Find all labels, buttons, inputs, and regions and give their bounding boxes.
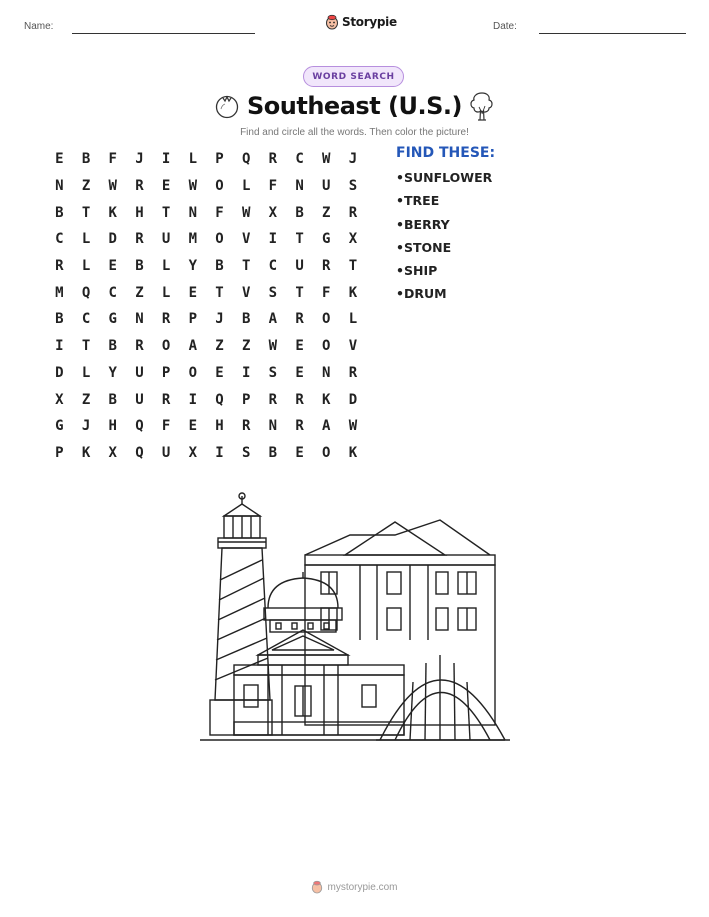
grid-letter[interactable]: V [348,338,358,355]
grid-row [46,360,366,387]
grid-letter[interactable]: K [322,391,331,408]
grid-letter[interactable]: N [55,178,64,195]
grid-letter[interactable]: W [348,418,358,435]
grid-letter[interactable]: D [108,231,117,248]
grid-letter[interactable]: K [108,204,117,221]
grid-letter[interactable]: I [268,231,278,248]
grid-letter[interactable]: I [241,364,251,381]
grid-letter[interactable]: X [55,391,64,408]
date-label: Date: [493,21,517,32]
grid-letter[interactable]: X [188,444,197,461]
grid-letter[interactable]: C [108,284,117,301]
grid-letter[interactable]: F [322,284,331,301]
grid-letter[interactable]: E [188,418,197,435]
word-list-item: • DRUM [396,286,492,309]
grid-letter[interactable]: R [295,311,304,328]
grid-letter[interactable]: F [108,151,117,168]
grid-letter[interactable]: N [135,311,144,328]
southeast-buildings-illustration [200,490,510,750]
grid-letter[interactable]: E [295,338,304,355]
grid-letter[interactable]: E [108,258,117,275]
grid-letter[interactable]: B [215,258,224,275]
grid-letter[interactable]: J [215,311,224,328]
grid-letter[interactable]: H [215,418,224,435]
grid-letter[interactable]: R [55,258,64,275]
grid-letter[interactable]: Q [135,418,144,435]
grid-letter[interactable]: W [188,178,197,195]
grid-letter[interactable]: T [348,258,358,275]
grid-row [46,386,366,413]
grid-letter[interactable]: D [55,364,64,381]
storypie-mascot-icon [311,880,323,894]
grid-letter[interactable]: S [268,364,278,381]
grid-letter[interactable]: L [81,364,91,381]
grid-letter[interactable]: R [135,338,144,355]
grid-letter[interactable]: E [188,284,197,301]
grid-letter[interactable]: K [348,444,358,461]
grid-letter[interactable]: S [241,444,251,461]
grid-letter[interactable]: B [268,444,278,461]
grid-letter[interactable]: D [348,391,358,408]
footer [0,880,709,894]
grid-letter[interactable]: L [161,258,171,275]
grid-letter[interactable]: Z [135,284,144,301]
grid-letter[interactable]: E [161,178,171,195]
grid-letter[interactable]: Z [81,178,91,195]
grid-row [46,253,366,280]
grid-letter[interactable]: R [241,418,251,435]
grid-letter[interactable]: R [135,231,144,248]
grid-letter[interactable]: F [161,418,171,435]
grid-letter[interactable]: V [241,284,251,301]
grid-letter[interactable]: N [322,364,331,381]
grid-letter[interactable]: U [161,231,171,248]
grid-letter[interactable]: F [268,178,278,195]
grid-letter[interactable]: B [241,311,251,328]
grid-letter[interactable]: B [295,204,304,221]
word-list-item: • BERRY [396,217,492,240]
grid-letter[interactable]: T [295,284,304,301]
grid-letter[interactable]: R [295,391,304,408]
grid-letter[interactable]: C [268,258,278,275]
grid-letter[interactable]: O [322,311,331,328]
grid-letter[interactable]: I [55,338,64,355]
grid-letter[interactable]: Q [215,391,224,408]
grid-letter[interactable]: U [295,258,304,275]
grid-letter[interactable]: L [81,231,91,248]
grid-letter[interactable]: W [268,338,278,355]
grid-letter[interactable]: B [108,338,117,355]
grid-row [46,146,366,173]
grid-letter[interactable]: O [188,364,197,381]
grid-letter[interactable]: U [322,178,331,195]
grid-letter[interactable]: Z [241,338,251,355]
grid-letter[interactable]: S [268,284,278,301]
grid-letter[interactable]: K [348,284,358,301]
grid-letter[interactable]: I [188,391,197,408]
name-field-line[interactable] [72,33,255,34]
grid-letter[interactable]: R [268,151,278,168]
grid-letter[interactable]: R [135,178,144,195]
grid-letter[interactable]: R [268,391,278,408]
grid-letter[interactable]: O [215,178,224,195]
storypie-mascot-icon [325,14,339,30]
grid-letter[interactable]: W [322,151,331,168]
grid-letter[interactable]: P [188,311,197,328]
grid-letter[interactable]: X [108,444,117,461]
grid-letter[interactable]: E [295,444,304,461]
word-list-item: • SHIP [396,263,492,286]
footer-url: mystorypie.com [327,881,398,893]
grid-row [46,226,366,253]
grid-letter[interactable]: B [55,311,64,328]
grid-letter[interactable]: T [215,284,224,301]
grid-letter[interactable]: S [348,178,358,195]
grid-letter[interactable]: B [135,258,144,275]
grid-letter[interactable]: M [188,231,197,248]
grid-letter[interactable]: P [55,444,64,461]
grid-letter[interactable]: C [81,311,91,328]
find-these-heading: FIND THESE: [396,145,496,161]
grid-letter[interactable]: A [322,418,331,435]
grid-letter[interactable]: A [268,311,278,328]
grid-letter[interactable]: O [322,338,331,355]
grid-letter[interactable]: X [268,204,278,221]
grid-letter[interactable]: B [81,151,91,168]
grid-letter[interactable]: Y [188,258,197,275]
grid-letter[interactable]: C [55,231,64,248]
grid-row [46,199,366,226]
grid-letter[interactable]: L [241,178,251,195]
grid-letter[interactable]: I [215,444,224,461]
grid-letter[interactable]: G [55,418,64,435]
grid-row [46,173,366,200]
grid-letter[interactable]: A [188,338,197,355]
grid-letter[interactable]: R [295,418,304,435]
grid-row [46,333,366,360]
grid-row [46,440,366,467]
page-title: Southeast (U.S.) [247,92,462,120]
grid-letter[interactable]: V [241,231,251,248]
grid-letter[interactable]: M [55,284,64,301]
grid-letter[interactable]: Q [241,151,251,168]
grid-letter[interactable]: F [215,204,224,221]
brand-logo [325,14,397,30]
grid-letter[interactable]: N [268,418,278,435]
grid-letter[interactable]: P [241,391,251,408]
grid-letter[interactable]: W [241,204,251,221]
grid-letter[interactable]: Z [322,204,331,221]
grid-letter[interactable]: N [188,204,197,221]
name-label: Name: [24,21,54,32]
grid-letter[interactable]: H [108,418,117,435]
grid-letter[interactable]: Z [81,391,91,408]
grid-letter[interactable]: R [161,311,171,328]
word-list-item: • STONE [396,240,492,263]
grid-letter[interactable]: O [161,338,171,355]
grid-letter[interactable]: O [322,444,331,461]
grid-letter[interactable]: Q [81,284,91,301]
grid-letter[interactable]: T [241,258,251,275]
grid-letter[interactable]: T [81,204,91,221]
grid-letter[interactable]: X [348,231,358,248]
grid-letter[interactable]: Z [215,338,224,355]
grid-letter[interactable]: P [161,364,171,381]
grid-letter[interactable]: T [295,231,304,248]
grid-letter[interactable]: I [161,151,171,168]
grid-letter[interactable]: R [161,391,171,408]
grid-letter[interactable]: C [295,151,304,168]
grid-letter[interactable]: W [108,178,117,195]
grid-letter[interactable]: G [322,231,331,248]
grid-letter[interactable]: T [161,204,171,221]
tree-icon [468,90,496,122]
grid-letter[interactable]: R [322,258,331,275]
grid-letter[interactable]: R [348,364,358,381]
grid-letter[interactable]: Y [108,364,117,381]
grid-row [46,279,366,306]
word-list [396,170,492,310]
word-search-badge: WORD SEARCH [303,66,404,87]
grid-letter[interactable]: U [161,444,171,461]
brand-name: Storypie [342,15,397,29]
word-list-item: • SUNFLOWER [396,170,492,193]
word-list-item: • TREE [396,193,492,216]
date-field-line[interactable] [539,33,686,34]
grid-letter[interactable]: E [295,364,304,381]
grid-letter[interactable]: E [55,151,64,168]
grid-letter[interactable]: G [108,311,117,328]
grid-letter[interactable]: H [135,204,144,221]
grid-letter[interactable]: T [81,338,91,355]
grid-letter[interactable]: O [215,231,224,248]
grid-letter[interactable]: Q [135,444,144,461]
grid-letter[interactable]: B [108,391,117,408]
grid-row [46,413,366,440]
grid-letter[interactable]: P [215,151,224,168]
grid-letter[interactable]: L [188,151,197,168]
grid-letter[interactable]: J [135,151,144,168]
grid-letter[interactable]: U [135,364,144,381]
grid-row [46,306,366,333]
grid-letter[interactable]: B [55,204,64,221]
grid-letter[interactable]: R [348,204,358,221]
grid-letter[interactable]: L [161,284,171,301]
letter-grid [46,146,366,466]
instructions: Find and circle all the words. Then color the picture! [240,127,469,138]
grid-letter[interactable]: J [348,151,358,168]
grid-letter[interactable]: L [81,258,91,275]
grid-letter[interactable]: K [81,444,91,461]
grid-letter[interactable]: U [135,391,144,408]
grid-letter[interactable]: N [295,178,304,195]
grid-letter[interactable]: J [81,418,91,435]
grid-letter[interactable]: L [348,311,358,328]
grid-letter[interactable]: E [215,364,224,381]
